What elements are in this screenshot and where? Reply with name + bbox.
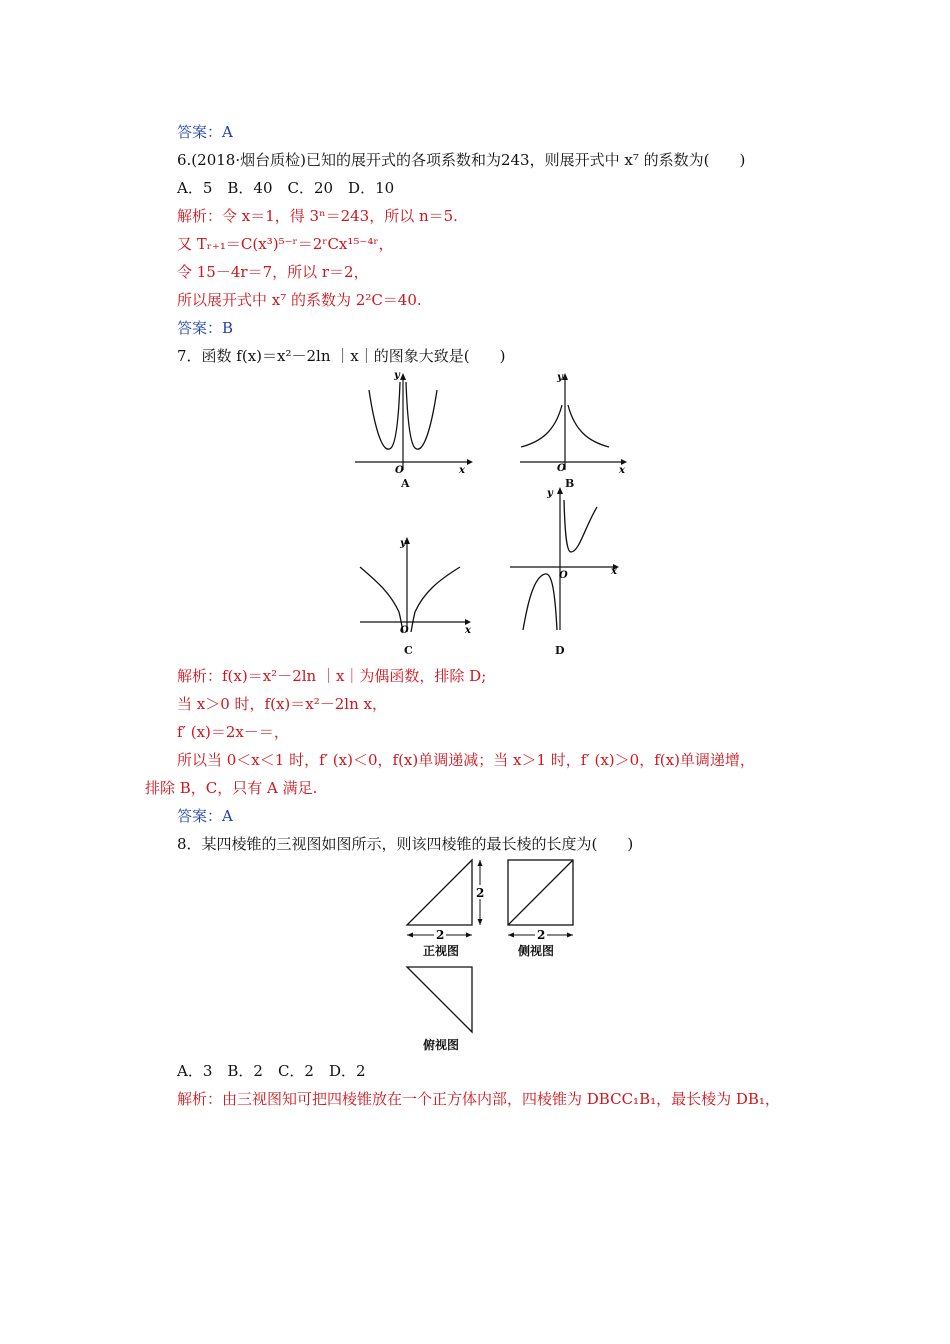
q8-options: A．3 B．2 C．2 D．2 xyxy=(177,1062,366,1080)
graph-a-y-label: y xyxy=(394,370,400,381)
graph-b-x-label: x xyxy=(619,465,625,475)
q7-solution-line-4: 所以当 0＜x＜1 时，f′ (x)＜0，f(x)单调递减；当 x＞1 时，f′ (x)＞0，f(x)单调递增， xyxy=(177,751,755,769)
graph-b-caption: B xyxy=(565,477,575,490)
graph-b-y-label: y xyxy=(557,372,563,383)
graph-d-y-label: y xyxy=(547,488,553,499)
q7-stem: 7．函数 f(x)＝x²－2ln ｜x｜的图象大致是( ) xyxy=(177,347,506,365)
q6-stem: 6.(2018·烟台质检)已知的展开式的各项系数和为243，则展开式中 x⁷ 的系数为( ) xyxy=(177,151,746,169)
side-view-caption: 侧视图 xyxy=(518,944,555,958)
graph-b xyxy=(515,370,635,475)
q8-stem: 8．某四棱锥的三视图如图所示，则该四棱锥的最长棱的长度为( ) xyxy=(177,835,634,853)
graph-c-caption: C xyxy=(404,644,413,657)
front-view-caption: 正视图 xyxy=(423,944,460,958)
q6-solution-line-3: 令 15－4r＝7，所以 r＝2， xyxy=(177,263,369,281)
q6-options: A．5 B．40 C．20 D．10 xyxy=(177,179,395,197)
top-view-caption: 俯视图 xyxy=(423,1038,460,1052)
q6-solution-line-1: 解析：令 x＝1，得 3ⁿ＝243，所以 n＝5. xyxy=(177,207,458,225)
q7-solution-line-2: 当 x＞0 时，f(x)＝x²－2ln x， xyxy=(177,695,387,713)
graph-a-caption: A xyxy=(401,477,410,490)
q6-solution-line-2: 又 Tᵣ₊₁＝C(x³)⁵⁻ʳ＝2ʳCx¹⁵⁻⁴ʳ， xyxy=(177,235,394,253)
q6-solution-line-4: 所以展开式中 x⁷ 的系数为 2²C＝40. xyxy=(177,291,422,309)
front-view-width-dim: 2 xyxy=(436,928,445,942)
q5-answer: 答案：A xyxy=(177,123,233,141)
side-view xyxy=(504,857,584,942)
q7-solution-line-3: f′ (x)＝2x－＝， xyxy=(177,723,289,741)
graph-a xyxy=(355,370,475,475)
top-view xyxy=(404,964,479,1034)
q8-solution-line-1: 解析：由三视图知可把四棱锥放在一个正方体内部，四棱锥为 DBCC₁B₁，最长棱为 DB₁， xyxy=(177,1090,780,1108)
graph-c-x-label: x xyxy=(465,625,471,636)
graph-c xyxy=(355,532,480,637)
graph-b-origin-label: O xyxy=(557,463,566,474)
graph-d-origin-label: O xyxy=(559,570,568,581)
graph-c-y-label: y xyxy=(400,538,406,549)
graph-a-origin-label: O xyxy=(395,465,404,475)
front-view xyxy=(402,857,502,942)
q7-solution-line-5: 排除 B，C，只有 A 满足. xyxy=(145,779,318,797)
side-view-width-dim: 2 xyxy=(537,928,546,942)
q6-answer: 答案：B xyxy=(177,319,234,337)
graph-d xyxy=(505,482,630,632)
graph-d-x-label: x xyxy=(611,566,617,577)
front-view-height-dim: 2 xyxy=(476,886,485,900)
q7-answer: 答案：A xyxy=(177,807,233,825)
q7-solution-line-1: 解析：f(x)＝x²－2ln ｜x｜为偶函数，排除 D; xyxy=(177,667,487,685)
graph-a-x-label: x xyxy=(459,465,465,475)
graph-c-origin-label: O xyxy=(400,625,409,636)
graph-d-caption: D xyxy=(555,644,565,657)
